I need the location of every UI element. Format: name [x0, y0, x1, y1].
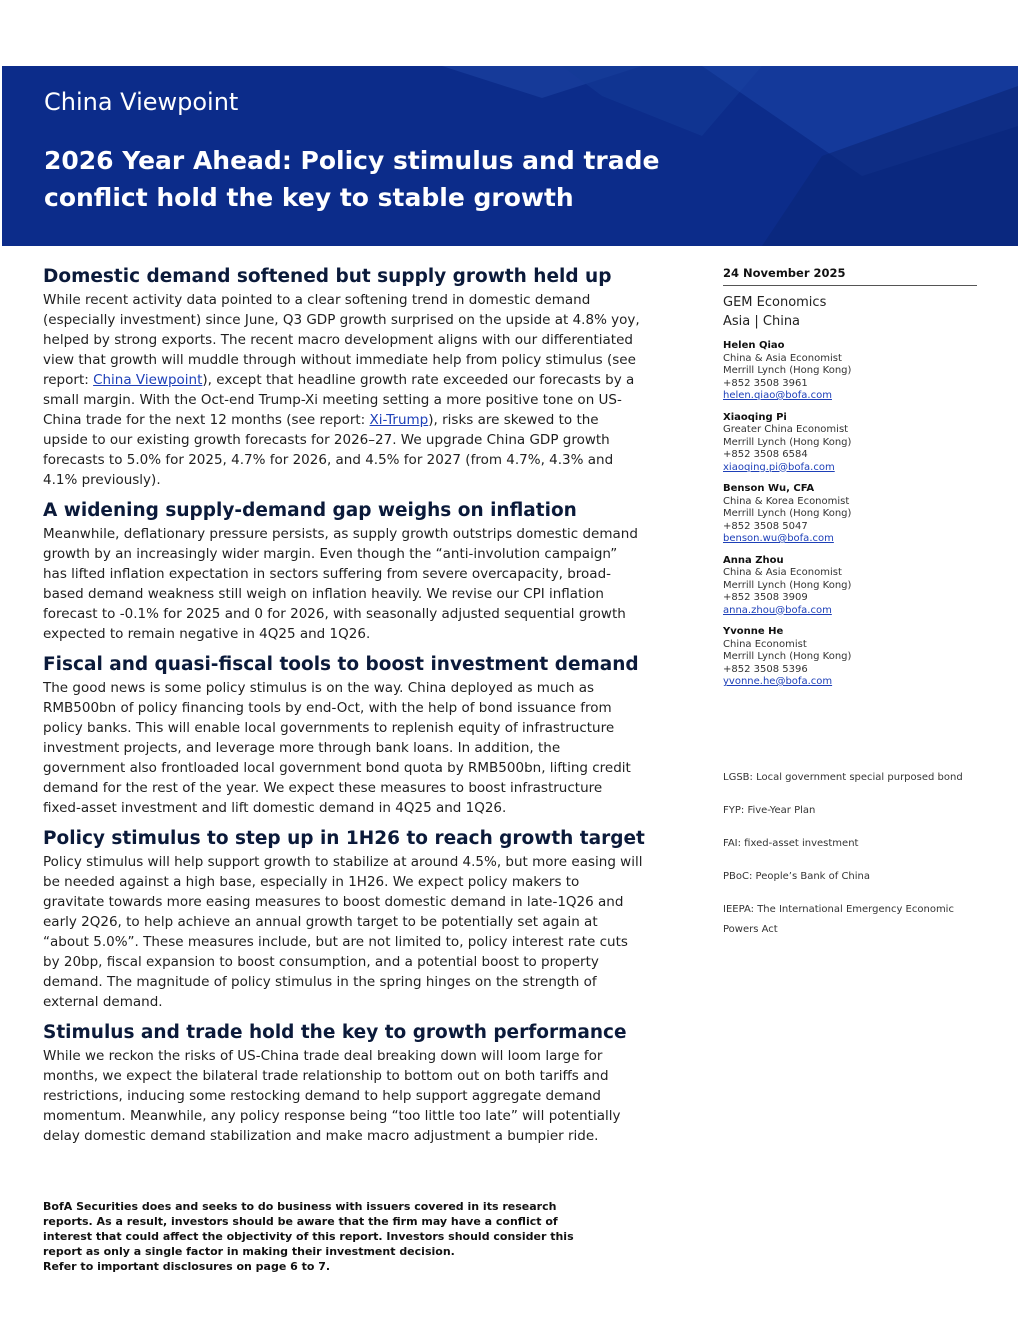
body-text: ), risks are skewed to the upside to our existing growth forecasts for 2026–27. We upgrade China GDP growth forecasts to 5.0% for 2025, 4.7% for 2026, and 4.5% for 2027 (from 4.7%, 4.3% and 4.1% previously). — [43, 412, 614, 488]
analyst-email[interactable]: helen.qiao@bofa.com — [723, 390, 832, 401]
analyst-email[interactable]: yvonne.he@bofa.com — [723, 676, 833, 687]
analyst-title: China & Korea Economist — [723, 495, 850, 507]
analyst-card — [723, 483, 977, 546]
analyst-card — [723, 340, 977, 403]
analyst-phone: +852 3508 5047 — [723, 520, 808, 532]
section-demand — [43, 264, 643, 490]
section-inflation — [43, 498, 643, 644]
disclaimer — [43, 1199, 603, 1274]
glossary-item: LGSB: Local government special purposed bond — [723, 772, 963, 783]
glossary-item: FYP: Five-Year Plan — [723, 805, 816, 816]
section-body — [43, 290, 643, 490]
main-content — [43, 264, 643, 1154]
region: Asia | China — [723, 314, 801, 329]
section-heading: Fiscal and quasi-fiscal tools to boost investment demand — [43, 654, 639, 675]
section-body: While we reckon the risks of US-China trade deal breaking down will loom large for months, we expect the bilateral trade relationship to bottom out on both tariffs and restrictions, inducing some restocking demand to help support aggregate demand momentum. Meanwhile, any policy response being “too little too late” will potentially delay domestic demand stabilization and make macro adjustment a bumpier ride. — [43, 1048, 621, 1144]
glossary — [723, 768, 977, 953]
analyst-entity: Merrill Lynch (Hong Kong) — [723, 508, 852, 519]
analyst-entity: Merrill Lynch (Hong Kong) — [723, 579, 852, 591]
analyst-name: Yvonne He — [723, 626, 784, 637]
analyst-email[interactable]: benson.wu@bofa.com — [723, 533, 834, 544]
analyst-title: China & Asia Economist — [723, 567, 842, 578]
sidebar — [723, 266, 977, 689]
body-text: ), except that headline growth rate exceeded our forecasts by a small margin. With the Oct-end Trump-Xi meeting setting a more positive tone on US-China trade for the next 12 months (see report: — [43, 372, 635, 428]
report-title: 2026 Year Ahead: Policy stimulus and trade conflict hold the key to stable growth — [44, 146, 660, 212]
analyst-phone: +852 3508 3909 — [723, 592, 808, 603]
section-fiscal — [43, 652, 643, 818]
analyst-email[interactable]: anna.zhou@bofa.com — [723, 604, 832, 616]
report-series: China Viewpoint — [44, 88, 239, 116]
section-trade — [43, 1020, 643, 1146]
analyst-card — [723, 555, 977, 618]
section-heading: Stimulus and trade hold the key to growth performance — [43, 1022, 627, 1043]
body-text: While recent activity data pointed to a clear softening trend in domestic demand (especially investment) since June, Q3 GDP growth surprised on the upside at 4.8% yoy, helped by strong exports. The recent macro development aligns with our differentiated view that growth will muddle through without immediate help from policy stimulus (see report: — [43, 292, 640, 388]
disclosures-reference: Refer to important disclosures on page 6 to 7. — [43, 1260, 331, 1273]
analyst-entity: Merrill Lynch (Hong Kong) — [723, 436, 852, 448]
analyst-email[interactable]: xiaoqing.pi@bofa.com — [723, 461, 835, 473]
analyst-name: Helen Qiao — [723, 340, 785, 351]
department-name: GEM Economics — [723, 295, 827, 310]
section-heading: A widening supply-demand gap weighs on inflation — [43, 500, 577, 521]
link-xi-trump[interactable]: Xi-Trump — [369, 412, 429, 428]
glossary-item: PBoC: People’s Bank of China — [723, 871, 871, 882]
report-date: 24 November 2025 — [723, 266, 977, 286]
glossary-item: FAI: fixed-asset investment — [723, 838, 859, 849]
section-body: Policy stimulus will help support growth to stabilize at around 4.5%, but more easing will be needed against a high base, especially in 1H26. We expect policy makers to gravitate towards more easing measures to boost domestic demand in late-1Q26 and early 2Q26, to help achieve an annual growth target to be potentially set again at “about 5.0%”. These measures include, but are not limited to, policy interest rate cuts by 20bp, fiscal expansion to boost consumption, and a potential boost to property demand. The magnitude of policy stimulus in the spring hinges on the strength of external demand. — [43, 854, 643, 1010]
glossary-item: IEEPA: The International Emergency Economic Powers Act — [723, 904, 954, 935]
section-body: The good news is some policy stimulus is on the way. China deployed as much as RMB500bn of policy financing tools by end-Oct, with the help of bond issuance from policy banks. This will enable local governments to replenish equity of infrastructure investment projects, and leverage more through bank loans. In addition, the government also frontloaded local government bond quota by RMB500bn, lifting credit demand for the rest of the year. We expect these measures to boost infrastructure fixed-asset investment and lift domestic demand in 4Q25 and 1Q26. — [43, 680, 631, 816]
disclaimer-text: BofA Securities does and seeks to do business with issuers covered in its research reports. As a result, investors should be aware that the firm may have a conflict of interest that could affect the objectivity of this report. Investors should consider this report as only a single factor in making their investment decision. — [43, 1200, 574, 1258]
analyst-entity: Merrill Lynch (Hong Kong) — [723, 651, 852, 662]
analyst-card — [723, 626, 977, 689]
link-china-viewpoint[interactable]: China Viewpoint — [93, 372, 203, 388]
analyst-name: Xiaoqing Pi — [723, 411, 787, 423]
analyst-entity: Merrill Lynch (Hong Kong) — [723, 365, 852, 376]
analyst-title: China & Asia Economist — [723, 352, 842, 364]
header-banner — [2, 66, 1018, 246]
section-body: Meanwhile, deflationary pressure persists, as supply growth outstrips domestic demand growth by an increasingly wider margin. Even though the “anti-involution campaign” has lifted inflation expectation in sectors suffering from severe overcapacity, broad-based demand weakness still weigh on inflation heavily. We revise our CPI inflation forecast to -0.1% for 2025 and 0 for 2026, with seasonally adjusted sequential growth expected to remain negative in 4Q25 and 1Q26. — [43, 526, 638, 642]
analyst-phone: +852 3508 5396 — [723, 663, 808, 675]
department — [723, 293, 977, 331]
analyst-title: China Economist — [723, 638, 807, 650]
analyst-name: Anna Zhou — [723, 554, 784, 566]
analyst-card — [723, 412, 977, 475]
analyst-title: Greater China Economist — [723, 424, 849, 435]
analyst-phone: +852 3508 3961 — [723, 377, 808, 389]
analyst-name: Benson Wu, CFA — [723, 483, 815, 494]
section-heading: Policy stimulus to step up in 1H26 to reach growth target — [43, 828, 645, 849]
section-heading: Domestic demand softened but supply growth held up — [43, 266, 612, 287]
section-stimulus — [43, 826, 643, 1012]
analyst-phone: +852 3508 6584 — [723, 449, 808, 460]
